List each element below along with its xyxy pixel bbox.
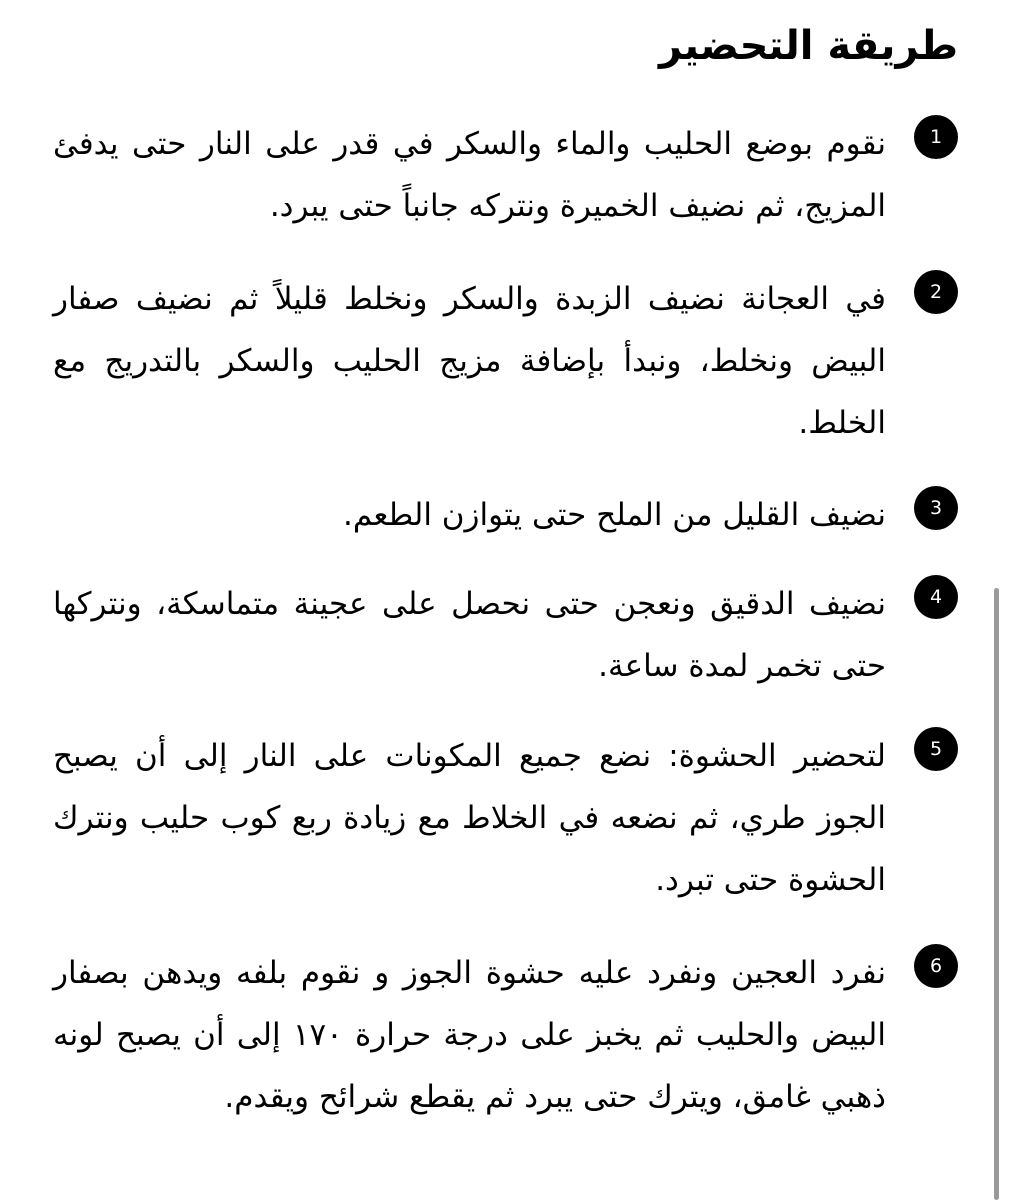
step-text: نقوم بوضع الحليب والماء والسكر في قدر على النار حتى يدفئ المزيج، ثم نضيف الخميرة ونتركه جانباً حتى يبرد.: [53, 126, 886, 224]
scrollbar[interactable]: [994, 588, 999, 1200]
step-6: [53, 942, 958, 1128]
step-number-badge: 4: [914, 575, 958, 619]
step-2: [53, 268, 958, 454]
step-text: نضيف الدقيق ونعجن حتى نحصل على عجينة متماسكة، ونتركها حتى تخمر لمدة ساعة.: [53, 586, 886, 684]
step-number-badge: 6: [914, 944, 958, 988]
step-text: نفرد العجين ونفرد عليه حشوة الجوز و نقوم بلفه ويدهن بصفار البيض والحليب ثم يخبز على درجة حرارة ١٧٠ إلى أن يصبح لونه ذهبي غامق، ويترك حتى يبرد ثم يقطع شرائح ويقدم.: [53, 955, 886, 1115]
step-text: لتحضير الحشوة: نضع جميع المكونات على النار إلى أن يصبح الجوز طري، ثم نضعه في الخلاط مع زيادة ربع كوب حليب ونترك الحشوة حتى تبرد.: [53, 738, 886, 898]
step-number-badge: 3: [914, 486, 958, 530]
step-text: في العجانة نضيف الزبدة والسكر ونخلط قليلاً ثم نضيف صفار البيض ونخلط، ونبدأ بإضافة مزيج الحليب والسكر بالتدريج مع الخلط.: [53, 281, 886, 441]
step-1: [53, 113, 958, 237]
step-3: [53, 484, 958, 546]
step-number-badge: 1: [914, 115, 958, 159]
step-4: [53, 573, 958, 697]
page-title: طريقة التحضير: [658, 23, 958, 69]
step-text: نضيف القليل من الملح حتى يتوازن الطعم.: [343, 497, 886, 533]
step-number-badge: 2: [914, 270, 958, 314]
step-5: [53, 725, 958, 911]
step-number-badge: 5: [914, 727, 958, 771]
